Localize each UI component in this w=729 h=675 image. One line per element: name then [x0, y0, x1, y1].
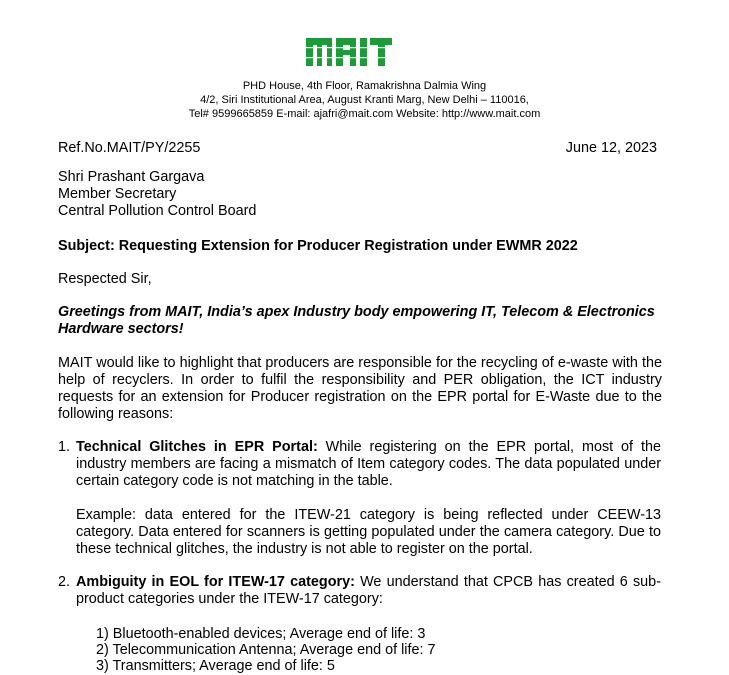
letter-date: June 12, 2023: [565, 140, 657, 156]
contact-line: Tel# 9599665859 E-mail: ajafri@mait.com Website: http://www.mait.com: [188, 108, 541, 120]
recipient-title: Member Secretary: [58, 186, 177, 202]
intro-paragraph: MAIT would like to highlight that producers are responsible for the recycling of e-waste with the help of recyclers. In order to fulfil the responsibility and PER obligation, the ICT industry requests for an extension for Producer registration on the EPR portal for E-Waste due to the following reasons:: [58, 355, 662, 422]
subject-line: Subject: Requesting Extension for Producer Registration under EWMR 2022: [58, 238, 578, 254]
point-1-number: 1.: [58, 439, 71, 455]
point-2-number: 2.: [58, 574, 71, 590]
point-1-text: While registering on the EPR portal, most of the industry members are facing a mismatch of Item category codes. The data populated under certain category code is not matching in the table.: [76, 439, 661, 489]
point-2-heading: Ambiguity in EOL for ITEW-17 category:: [76, 574, 355, 590]
recipient-name: Shri Prashant Gargava: [58, 169, 205, 185]
address-line-2: 4/2, Siri Institutional Area, August Kranti Marg, New Delhi – 110016,: [200, 94, 529, 106]
point-2-body: [76, 574, 661, 608]
letterhead-address: [0, 79, 729, 121]
salutation: Respected Sir,: [58, 271, 152, 287]
point-1-example: Example: data entered for the ITEW-21 category is being reflected under CEEW-13 category. Data entered for scanners is getting populated under the camera category. Due to these technical glitches, the industry is not able to register on the portal.: [76, 507, 661, 557]
point-1-heading: Technical Glitches in EPR Portal:: [76, 439, 318, 455]
reference-number: Ref.No.MAIT/PY/2255: [58, 140, 201, 156]
subitem-3: 3) Transmitters; Average end of life: 5: [96, 658, 335, 674]
subitem-2: 2) Telecommunication Antenna; Average end of life: 7: [96, 642, 436, 658]
point-2-text: We understand that CPCB has created 6 sub-product categories under the ITEW-17 category:: [76, 574, 661, 607]
mait-logo: [304, 32, 394, 68]
point-1-body: [76, 439, 661, 490]
greeting-paragraph: Greetings from MAIT, India’s apex Industry body empowering IT, Telecom & Electronics Hardware sectors!: [58, 304, 655, 337]
recipient-org: Central Pollution Control Board: [58, 203, 257, 219]
subitem-1: 1) Bluetooth-enabled devices; Average end of life: 3: [96, 626, 426, 642]
address-line-1: PHD House, 4th Floor, Ramakrishna Dalmia Wing: [242, 80, 487, 92]
